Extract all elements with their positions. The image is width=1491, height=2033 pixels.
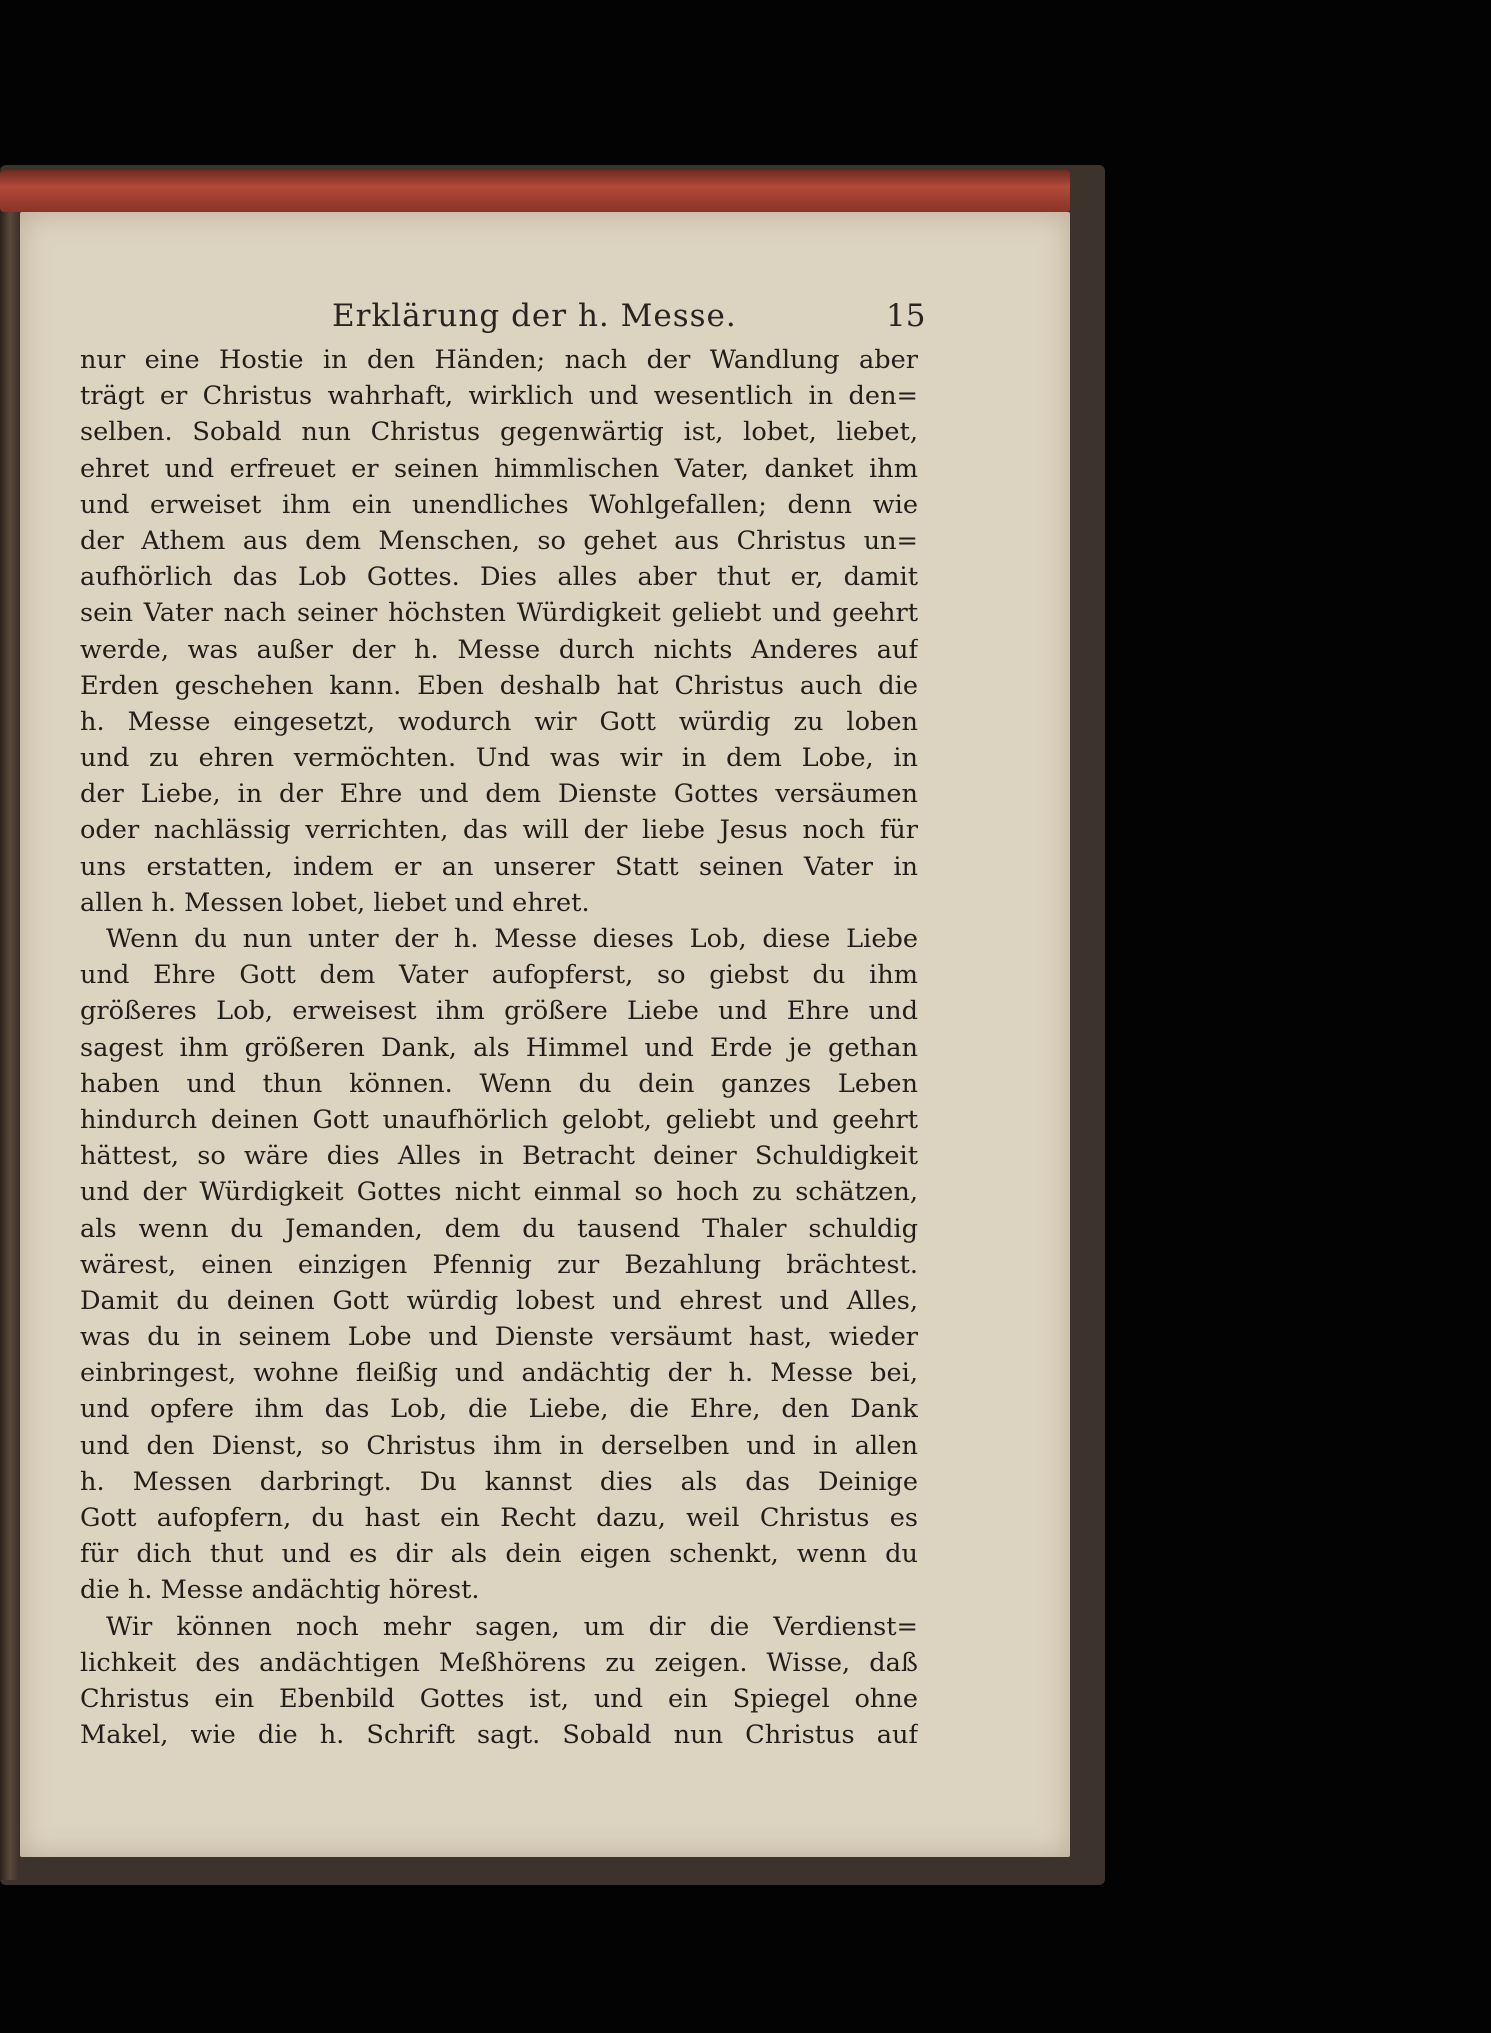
text-line: haben und thun können. Wenn du dein ganzes Leben bbox=[80, 1068, 918, 1099]
page-number: 15 bbox=[886, 298, 926, 334]
text-line: allen h. Messen lobet, liebet und ehret. bbox=[80, 887, 590, 918]
text-line: hättest, so wäre dies Alles in Betracht deiner Schuldigkeit bbox=[80, 1141, 918, 1172]
page-stack-edge bbox=[0, 170, 20, 1880]
text-line: und der Würdigkeit Gottes nicht einmal so hoch zu schätzen, bbox=[80, 1177, 918, 1208]
text-line: Wir können noch mehr sagen, um dir die Verdienst= bbox=[106, 1611, 918, 1642]
text-line: einbringest, wohne fleißig und andächtig der h. Messe bei, bbox=[80, 1358, 918, 1389]
text-line: hindurch deinen Gott unaufhörlich gelobt, geliebt und geehrt bbox=[80, 1104, 918, 1135]
text-line: was du in seinem Lobe und Dienste versäumt hast, wieder bbox=[80, 1322, 918, 1353]
text-line: lichkeit des andächtigen Meßhörens zu zeigen. Wisse, daß bbox=[80, 1647, 918, 1678]
text-line: sagest ihm größeren Dank, als Himmel und Erde je gethan bbox=[80, 1032, 918, 1063]
text-line: aufhörlich das Lob Gottes. Dies alles aber thut er, damit bbox=[80, 562, 918, 593]
body-text bbox=[80, 342, 918, 1753]
text-line: Makel, wie die h. Schrift sagt. Sobald nun Christus auf bbox=[80, 1720, 918, 1751]
text-line: als wenn du Jemanden, dem du tausend Thaler schuldig bbox=[80, 1213, 918, 1244]
text-line: h. Messe eingesetzt, wodurch wir Gott würdig zu loben bbox=[80, 706, 918, 737]
text-line: Wenn du nun unter der h. Messe dieses Lob, diese Liebe bbox=[106, 924, 918, 954]
text-line: größeres Lob, erweisest ihm größere Liebe und Ehre und bbox=[80, 996, 918, 1027]
text-line: uns erstatten, indem er an unserer Statt seinen Vater in bbox=[80, 851, 918, 882]
running-head bbox=[0, 298, 1491, 342]
text-line: für dich thut und es dir als dein eigen schenkt, wenn du bbox=[80, 1539, 918, 1570]
text-line: nur eine Hostie in den Händen; nach der Wandlung aber bbox=[80, 345, 918, 375]
text-line: Erden geschehen kann. Eben deshalb hat Christus auch die bbox=[80, 670, 918, 701]
text-line: der Athem aus dem Menschen, so gehet aus Christus un= bbox=[80, 525, 918, 556]
text-line: und den Dienst, so Christus ihm in derselben und in allen bbox=[80, 1430, 918, 1461]
text-line: ehret und erfreuet er seinen himmlischen Vater, danket ihm bbox=[80, 453, 918, 484]
text-line: der Liebe, in der Ehre und dem Dienste Gottes versäumen bbox=[80, 779, 918, 810]
text-line: Damit du deinen Gott würdig lobest und ehrest und Alles, bbox=[80, 1285, 918, 1316]
text-line: Christus ein Ebenbild Gottes ist, und ein Spiegel ohne bbox=[80, 1683, 918, 1714]
text-line: trägt er Christus wahrhaft, wirklich und wesentlich in den= bbox=[80, 381, 918, 412]
text-line: wärest, einen einzigen Pfennig zur Bezahlung brächtest. bbox=[80, 1249, 918, 1280]
text-line: h. Messen darbringt. Du kannst dies als das Deinige bbox=[80, 1466, 918, 1497]
text-line: werde, was außer der h. Messe durch nichts Anderes auf bbox=[80, 634, 918, 665]
text-line: und zu ehren vermöchten. Und was wir in dem Lobe, in bbox=[80, 743, 918, 774]
text-line: sein Vater nach seiner höchsten Würdigkeit geliebt und geehrt bbox=[80, 598, 918, 629]
red-page-edge bbox=[0, 170, 1070, 212]
text-line: und erweiset ihm ein unendliches Wohlgefallen; denn wie bbox=[80, 489, 918, 520]
running-head-title: Erklärung der h. Messe. bbox=[332, 298, 737, 334]
text-line: selben. Sobald nun Christus gegenwärtig ist, lobet, liebet, bbox=[80, 417, 918, 448]
text-line: Gott aufopfern, du hast ein Recht dazu, weil Christus es bbox=[80, 1503, 918, 1533]
text-line: oder nachlässig verrichten, das will der liebe Jesus noch für bbox=[80, 815, 918, 846]
text-line: und Ehre Gott dem Vater aufopferst, so giebst du ihm bbox=[80, 960, 918, 991]
text-line: und opfere ihm das Lob, die Liebe, die Ehre, den Dank bbox=[80, 1394, 918, 1425]
text-line: die h. Messe andächtig hörest. bbox=[80, 1575, 480, 1606]
